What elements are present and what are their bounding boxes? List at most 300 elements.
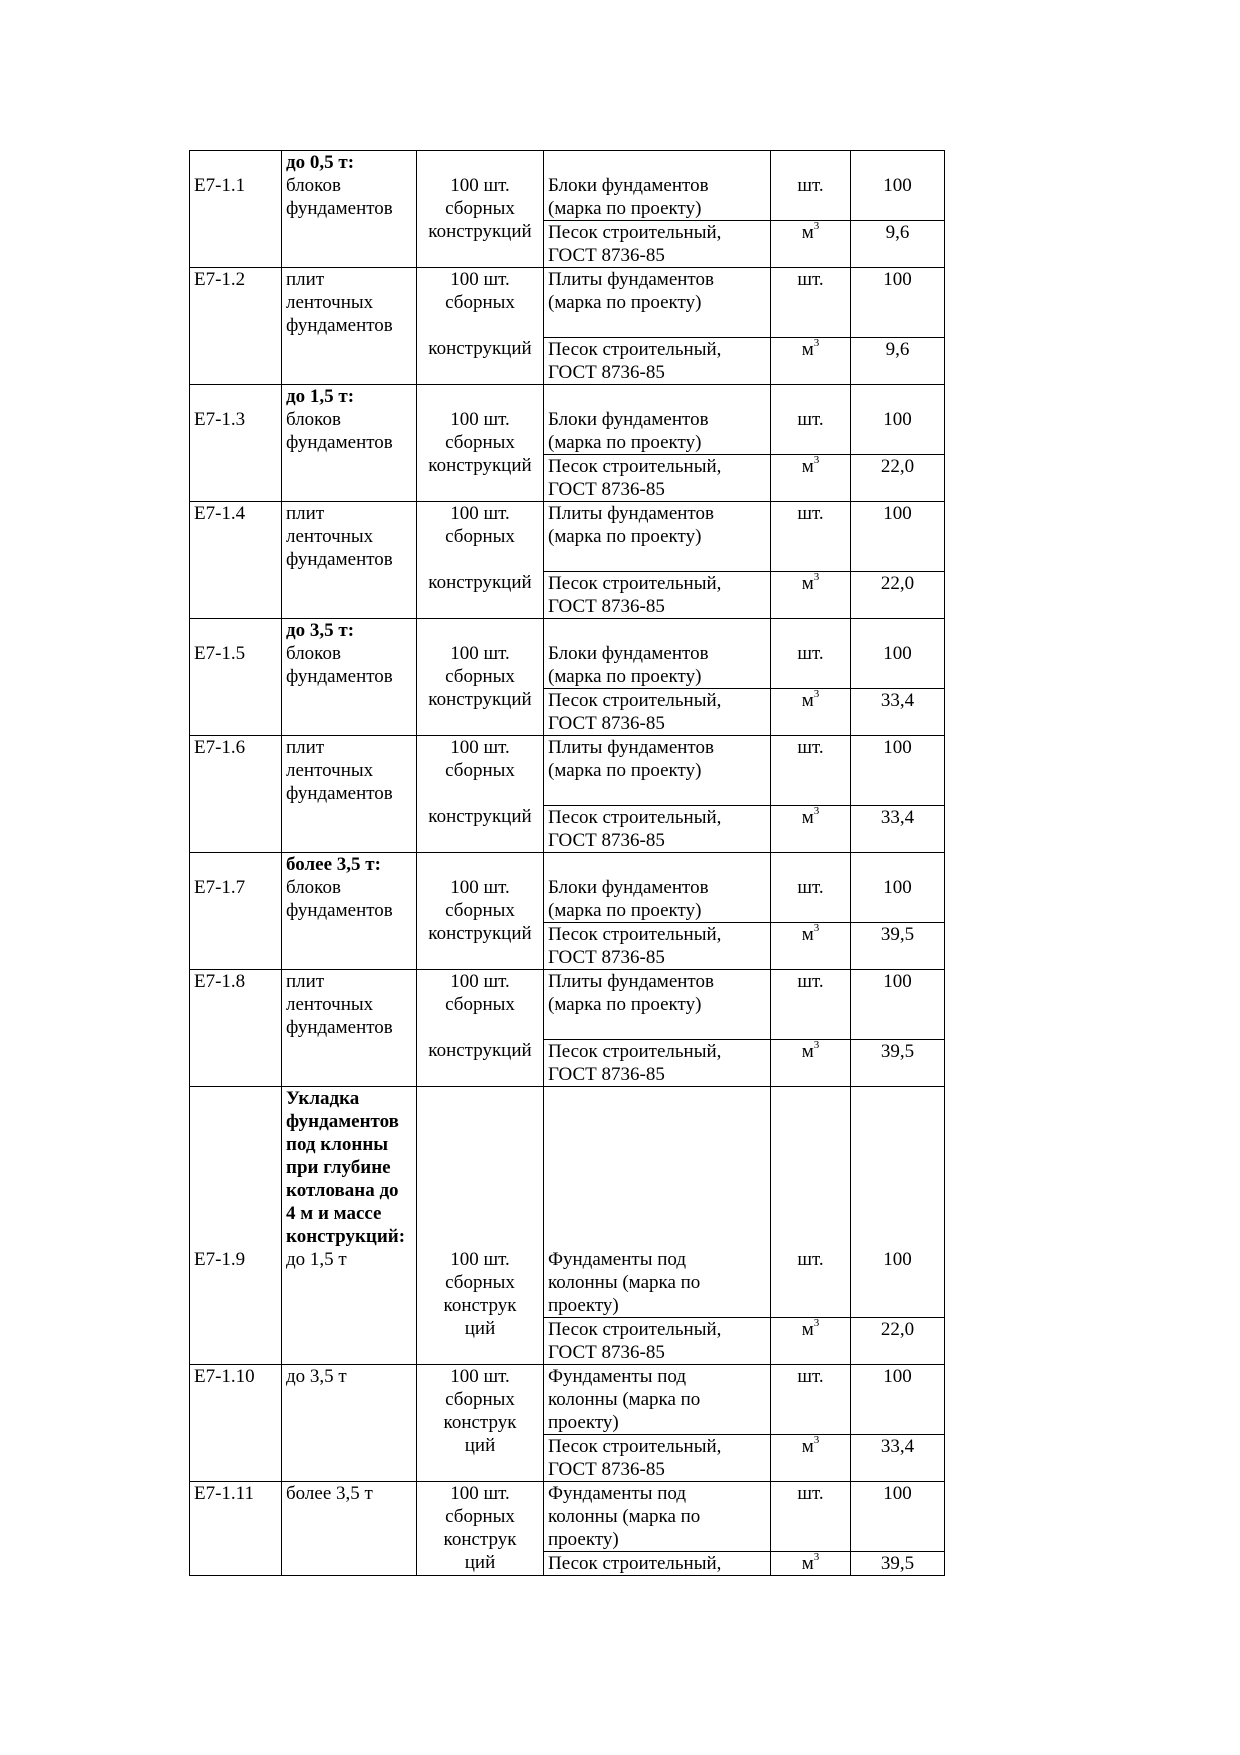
meter-gap: [421, 782, 539, 805]
name-cell: [282, 385, 417, 502]
unit-cell: [771, 1435, 851, 1482]
unit-cell: [771, 455, 851, 502]
table-row: [190, 1365, 945, 1435]
name-line: фундаментов: [286, 432, 393, 453]
unit-text: шт.: [797, 1483, 824, 1504]
meter-line: ций: [464, 1435, 496, 1456]
table-row: [190, 151, 945, 221]
name-cell: [282, 268, 417, 385]
material-line: (марка по проекту): [548, 292, 702, 313]
material-line: Плиты фундаментов: [548, 971, 714, 992]
name-cell: [282, 619, 417, 736]
meter-line: конструкций: [428, 689, 532, 710]
material-line: (марка по проекту): [548, 666, 702, 687]
name-line: блоков: [286, 409, 341, 430]
code-cell: [190, 151, 282, 268]
material-line: ГОСТ 8736-85: [548, 245, 665, 266]
table-row: [190, 970, 945, 1040]
code-cell: [190, 736, 282, 853]
unit-text: шт.: [797, 409, 824, 430]
table-row: [190, 1087, 945, 1318]
material-cell: [544, 619, 771, 689]
meter-cell: [417, 853, 544, 970]
code-text: Е7-1.8: [194, 971, 246, 992]
material-line: ГОСТ 8736-85: [548, 362, 665, 383]
code-cell: [190, 502, 282, 619]
material-line: Песок строительный,: [548, 690, 722, 711]
meter-gap: [421, 1016, 539, 1039]
material-cell: [544, 385, 771, 455]
meter-line: конструкций: [428, 923, 532, 944]
meter-line: 100 шт.: [450, 1249, 510, 1270]
name-line: более 3,5 т: [286, 1483, 373, 1504]
material-cell: [544, 689, 771, 736]
material-cell: [544, 853, 771, 923]
meter-line: конструк: [443, 1529, 517, 1550]
code-text: Е7-1.5: [194, 643, 246, 664]
unit-superscript: 3: [813, 570, 820, 583]
material-cell: [544, 1365, 771, 1435]
material-cell: [544, 1552, 771, 1576]
unit-text: м: [801, 339, 814, 360]
unit-text: м: [801, 222, 814, 243]
meter-line: сборных: [445, 1389, 515, 1410]
meter-line: сборных: [445, 292, 515, 313]
value-cell: [851, 1482, 945, 1552]
value-text: 39,5: [880, 1553, 915, 1574]
unit-text: м: [801, 1041, 814, 1062]
value-text: 100: [883, 503, 912, 524]
meter-cell: [417, 970, 544, 1087]
unit-text: м: [801, 1319, 814, 1340]
unit-text: шт.: [797, 643, 824, 664]
unit-cell: [771, 736, 851, 806]
meter-gap: [421, 314, 539, 337]
value-text: 33,4: [880, 690, 915, 711]
value-cell: [851, 923, 945, 970]
code-text: Е7-1.4: [194, 503, 246, 524]
value-text: 9,6: [885, 339, 910, 360]
value-cell: [851, 806, 945, 853]
unit-superscript: 3: [813, 921, 820, 934]
material-line: ГОСТ 8736-85: [548, 479, 665, 500]
material-cell: [544, 338, 771, 385]
meter-line: конструкций: [428, 338, 532, 359]
material-line: Песок строительный,: [548, 339, 722, 360]
name-line: до 3,5 т: [286, 1366, 347, 1387]
value-cell: [851, 689, 945, 736]
code-text: Е7-1.2: [194, 269, 246, 290]
code-cell: [190, 853, 282, 970]
meter-line: 100 шт.: [450, 269, 510, 290]
value-cell: [851, 268, 945, 338]
name-line: фундаментов: [286, 198, 393, 219]
meter-line: ций: [464, 1552, 496, 1573]
unit-cell: [771, 221, 851, 268]
material-gap: [548, 314, 766, 337]
unit-cell: [771, 619, 851, 689]
unit-superscript: 3: [813, 1038, 820, 1051]
material-line: ГОСТ 8736-85: [548, 830, 665, 851]
value-cell: [851, 572, 945, 619]
unit-text: м: [801, 1436, 814, 1457]
name-line: фундаментов: [286, 549, 393, 570]
name-cell: [282, 736, 417, 853]
meter-line: сборных: [445, 432, 515, 453]
norms-table: [189, 150, 945, 1576]
name-line: плит: [286, 971, 325, 992]
meter-line: конструк: [443, 1412, 517, 1433]
material-line: (марка по проекту): [548, 760, 702, 781]
unit-cell: [771, 151, 851, 221]
name-cell: [282, 1365, 417, 1482]
material-line: Фундаменты под: [548, 1249, 687, 1270]
group-heading: конструкций:: [286, 1226, 406, 1247]
unit-cell: [771, 923, 851, 970]
unit-cell: [771, 1318, 851, 1365]
unit-text: м: [801, 1553, 814, 1574]
code-cell: [190, 385, 282, 502]
meter-line: 100 шт.: [450, 1366, 510, 1387]
unit-text: м: [801, 690, 814, 711]
meter-line: 100 шт.: [450, 175, 510, 196]
material-cell: [544, 151, 771, 221]
group-heading: при глубине: [286, 1157, 391, 1178]
material-line: Песок строительный,: [548, 573, 722, 594]
material-line: Песок строительный,: [548, 924, 722, 945]
code-cell: [190, 1365, 282, 1482]
material-line: Плиты фундаментов: [548, 737, 714, 758]
name-line: фундаментов: [286, 315, 393, 336]
unit-cell: [771, 853, 851, 923]
meter-line: конструкций: [428, 572, 532, 593]
value-text: 33,4: [880, 807, 915, 828]
value-cell: [851, 619, 945, 689]
group-heading: до 3,5 т:: [286, 620, 355, 641]
value-cell: [851, 502, 945, 572]
unit-cell: [771, 689, 851, 736]
value-text: 100: [883, 971, 912, 992]
name-line: ленточных: [286, 526, 374, 547]
value-cell: [851, 736, 945, 806]
table-row: [190, 268, 945, 338]
value-cell: [851, 338, 945, 385]
material-line: Песок строительный,: [548, 1041, 722, 1062]
unit-text: шт.: [797, 503, 824, 524]
name-line: ленточных: [286, 292, 374, 313]
material-line: колонны (марка по: [548, 1389, 701, 1410]
meter-line: сборных: [445, 994, 515, 1015]
material-line: Плиты фундаментов: [548, 269, 714, 290]
meter-cell: [417, 736, 544, 853]
material-line: (марка по проекту): [548, 526, 702, 547]
unit-superscript: 3: [813, 1550, 820, 1563]
name-line: блоков: [286, 877, 341, 898]
name-cell: [282, 853, 417, 970]
unit-superscript: 3: [813, 687, 820, 700]
value-text: 100: [883, 1249, 912, 1270]
meter-line: 100 шт.: [450, 877, 510, 898]
group-heading: 4 м и массе: [286, 1203, 382, 1224]
unit-text: шт.: [797, 1249, 824, 1270]
unit-superscript: 3: [813, 1433, 820, 1446]
material-cell: [544, 1482, 771, 1552]
name-line: плит: [286, 503, 325, 524]
unit-cell: [771, 1040, 851, 1087]
material-line: Плиты фундаментов: [548, 503, 714, 524]
unit-text: шт.: [797, 175, 824, 196]
unit-cell: [771, 806, 851, 853]
material-cell: [544, 1087, 771, 1318]
material-line: Блоки фундаментов: [548, 409, 709, 430]
value-text: 9,6: [885, 222, 910, 243]
material-line: (марка по проекту): [548, 994, 702, 1015]
table-row: [190, 502, 945, 572]
meter-line: сборных: [445, 1272, 515, 1293]
unit-cell: [771, 572, 851, 619]
material-gap: [548, 782, 766, 805]
material-cell: [544, 221, 771, 268]
name-line: ленточных: [286, 760, 374, 781]
material-line: Песок строительный,: [548, 1319, 722, 1340]
material-line: ГОСТ 8736-85: [548, 596, 665, 617]
material-cell: [544, 1040, 771, 1087]
name-line: фундаментов: [286, 900, 393, 921]
material-cell: [544, 736, 771, 806]
value-cell: [851, 1087, 945, 1318]
code-text: Е7-1.11: [194, 1483, 254, 1504]
value-cell: [851, 455, 945, 502]
unit-cell: [771, 502, 851, 572]
meter-line: сборных: [445, 666, 515, 687]
unit-cell: [771, 1087, 851, 1318]
material-cell: [544, 806, 771, 853]
material-line: ГОСТ 8736-85: [548, 1342, 665, 1363]
material-line: Фундаменты под: [548, 1483, 687, 1504]
code-text: Е7-1.6: [194, 737, 246, 758]
table-row: [190, 385, 945, 455]
unit-cell: [771, 970, 851, 1040]
code-cell: [190, 970, 282, 1087]
material-line: проекту): [548, 1295, 619, 1316]
value-text: 100: [883, 1483, 912, 1504]
unit-superscript: 3: [813, 1316, 820, 1329]
code-cell: [190, 619, 282, 736]
unit-cell: [771, 338, 851, 385]
table-row: [190, 736, 945, 806]
name-line: фундаментов: [286, 666, 393, 687]
material-line: ГОСТ 8736-85: [548, 947, 665, 968]
material-line: Блоки фундаментов: [548, 643, 709, 664]
material-line: колонны (марка по: [548, 1272, 701, 1293]
value-text: 100: [883, 175, 912, 196]
unit-superscript: 3: [813, 804, 820, 817]
value-text: 33,4: [880, 1436, 915, 1457]
material-line: Песок строительный,: [548, 456, 722, 477]
meter-line: конструкций: [428, 806, 532, 827]
unit-text: шт.: [797, 269, 824, 290]
meter-cell: [417, 1087, 544, 1365]
material-line: Песок строительный,: [548, 1436, 722, 1457]
meter-cell: [417, 502, 544, 619]
code-text: Е7-1.7: [194, 877, 246, 898]
value-cell: [851, 385, 945, 455]
meter-cell: [417, 1365, 544, 1482]
meter-gap: [421, 548, 539, 571]
material-gap: [548, 1016, 766, 1039]
unit-text: шт.: [797, 877, 824, 898]
material-line: Блоки фундаментов: [548, 175, 709, 196]
unit-cell: [771, 1365, 851, 1435]
value-cell: [851, 970, 945, 1040]
material-line: (марка по проекту): [548, 198, 702, 219]
unit-cell: [771, 1482, 851, 1552]
name-cell: [282, 970, 417, 1087]
material-line: ГОСТ 8736-85: [548, 1459, 665, 1480]
value-text: 100: [883, 1366, 912, 1387]
unit-text: м: [801, 456, 814, 477]
code-text: Е7-1.9: [194, 1249, 246, 1270]
value-text: 100: [883, 269, 912, 290]
material-line: ГОСТ 8736-85: [548, 713, 665, 734]
meter-cell: [417, 268, 544, 385]
meter-cell: [417, 1482, 544, 1576]
material-line: Фундаменты под: [548, 1366, 687, 1387]
value-text: 100: [883, 409, 912, 430]
table-row: [190, 619, 945, 689]
table-row: [190, 853, 945, 923]
meter-line: 100 шт.: [450, 971, 510, 992]
material-cell: [544, 1435, 771, 1482]
name-line: блоков: [286, 643, 341, 664]
unit-text: шт.: [797, 971, 824, 992]
name-line: плит: [286, 737, 325, 758]
unit-text: м: [801, 807, 814, 828]
meter-line: конструк: [443, 1295, 517, 1316]
meter-cell: [417, 151, 544, 268]
code-text: Е7-1.10: [194, 1366, 255, 1387]
meter-line: ций: [464, 1318, 496, 1339]
material-line: Песок строительный,: [548, 222, 722, 243]
material-cell: [544, 455, 771, 502]
name-cell: [282, 151, 417, 268]
unit-superscript: 3: [813, 453, 820, 466]
meter-cell: [417, 619, 544, 736]
meter-line: конструкций: [428, 221, 532, 242]
value-text: 100: [883, 643, 912, 664]
material-line: ГОСТ 8736-85: [548, 1064, 665, 1085]
material-cell: [544, 268, 771, 338]
value-cell: [851, 1365, 945, 1435]
unit-superscript: 3: [813, 336, 820, 349]
material-cell: [544, 923, 771, 970]
value-cell: [851, 1040, 945, 1087]
name-cell: [282, 1482, 417, 1576]
group-heading: под клонны: [286, 1134, 389, 1155]
material-line: Блоки фундаментов: [548, 877, 709, 898]
material-line: Песок строительный,: [548, 807, 722, 828]
material-gap: [548, 548, 766, 571]
name-cell: [282, 502, 417, 619]
meter-line: конструкций: [428, 1040, 532, 1061]
meter-line: сборных: [445, 526, 515, 547]
group-heading: до 0,5 т:: [286, 152, 355, 173]
group-heading: Укладка: [286, 1088, 360, 1109]
table-row: [190, 1482, 945, 1552]
unit-text: шт.: [797, 1366, 824, 1387]
material-line: (марка по проекту): [548, 900, 702, 921]
meter-cell: [417, 385, 544, 502]
material-cell: [544, 572, 771, 619]
group-heading: фундаментов: [286, 1111, 399, 1132]
material-line: проекту): [548, 1529, 619, 1550]
value-text: 39,5: [880, 1041, 915, 1062]
meter-line: сборных: [445, 198, 515, 219]
name-line: плит: [286, 269, 325, 290]
meter-line: сборных: [445, 760, 515, 781]
material-line: Песок строительный,: [548, 1553, 722, 1574]
unit-text: м: [801, 924, 814, 945]
name-line: фундаментов: [286, 1017, 393, 1038]
value-text: 39,5: [880, 924, 915, 945]
material-line: проекту): [548, 1412, 619, 1433]
name-line: до 1,5 т: [286, 1249, 347, 1270]
code-cell: [190, 1482, 282, 1576]
name-cell: [282, 1087, 417, 1365]
value-text: 22,0: [880, 1319, 915, 1340]
value-text: 22,0: [880, 573, 915, 594]
meter-line: 100 шт.: [450, 737, 510, 758]
meter-line: сборных: [445, 1506, 515, 1527]
value-cell: [851, 221, 945, 268]
unit-cell: [771, 268, 851, 338]
value-cell: [851, 151, 945, 221]
meter-line: 100 шт.: [450, 409, 510, 430]
unit-text: шт.: [797, 737, 824, 758]
code-text: Е7-1.1: [194, 175, 246, 196]
group-heading: более 3,5 т:: [286, 854, 381, 875]
code-cell: [190, 1087, 282, 1365]
material-cell: [544, 1318, 771, 1365]
value-cell: [851, 853, 945, 923]
value-cell: [851, 1552, 945, 1576]
name-line: ленточных: [286, 994, 374, 1015]
meter-line: 100 шт.: [450, 643, 510, 664]
meter-line: конструкций: [428, 455, 532, 476]
meter-line: 100 шт.: [450, 503, 510, 524]
material-line: (марка по проекту): [548, 432, 702, 453]
value-text: 22,0: [880, 456, 915, 477]
value-text: 100: [883, 877, 912, 898]
code-cell: [190, 268, 282, 385]
unit-text: м: [801, 573, 814, 594]
material-cell: [544, 970, 771, 1040]
value-text: 100: [883, 737, 912, 758]
group-heading: до 1,5 т:: [286, 386, 355, 407]
material-line: колонны (марка по: [548, 1506, 701, 1527]
code-text: Е7-1.3: [194, 409, 246, 430]
group-heading: котлована до: [286, 1180, 399, 1201]
meter-line: сборных: [445, 900, 515, 921]
meter-line: 100 шт.: [450, 1483, 510, 1504]
unit-superscript: 3: [813, 219, 820, 232]
unit-cell: [771, 385, 851, 455]
name-line: фундаментов: [286, 783, 393, 804]
value-cell: [851, 1435, 945, 1482]
unit-cell: [771, 1552, 851, 1576]
value-cell: [851, 1318, 945, 1365]
material-cell: [544, 502, 771, 572]
